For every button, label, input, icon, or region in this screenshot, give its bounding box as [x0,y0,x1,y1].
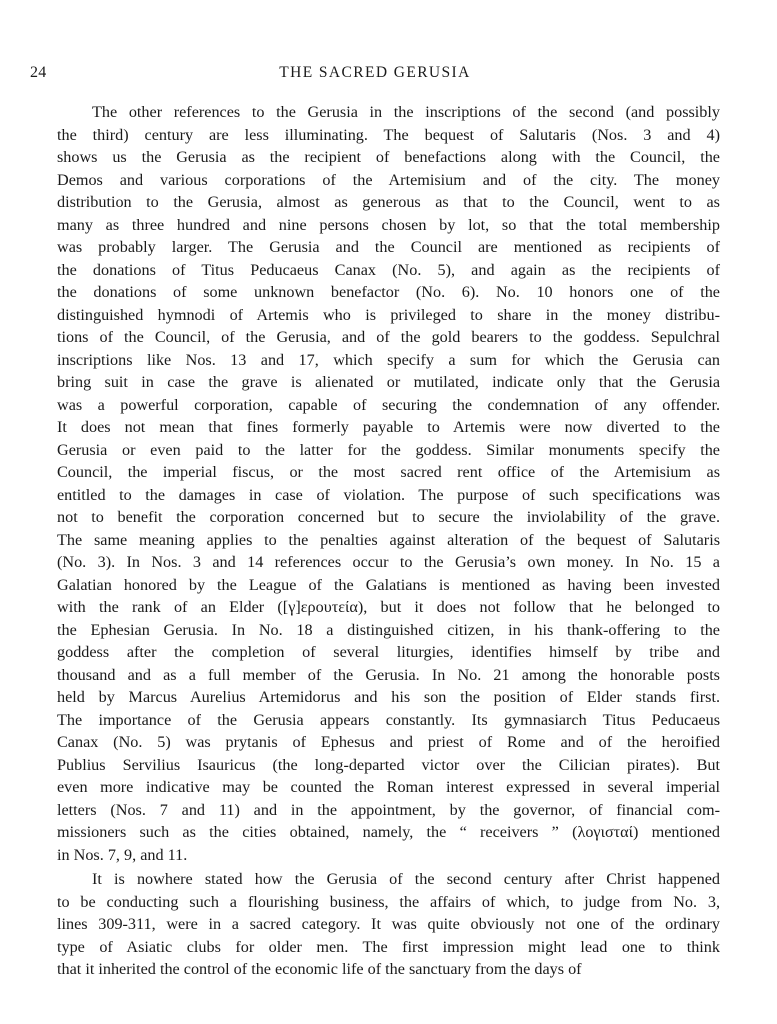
page-number: 24 [30,64,47,81]
text-line: lines 309-311, were in a sacred category. It was quite obviously not one of the ordinary [57,915,720,933]
text-line: distinguished hymnodi of Artemis who is privileged to share in the money distribu- [57,305,720,324]
text-line: the donations of some unknown benefactor (No. 6). No. 10 honors one of the [57,283,720,301]
text-line: Publius Servilius Isauricus (the long-departed victor over the Cilician pirates). But [57,755,720,774]
text-line: not to benefit the corporation concerned but to secure the inviolability of the grave. [57,508,720,526]
text-line: that it inherited the control of the economic life of the sanctuary from the days of [57,960,582,978]
text-line: distribution to the Gerusia, almost as generous as that to the Council, went to as [57,193,720,211]
text-line: to be conducting such a flourishing business, the affairs of which, to judge from No. 3, [57,892,720,911]
text-line: Gerusia or even paid to the latter for the goddess. Similar monuments specify the [57,440,720,459]
text-line: missioners such as the cities obtained, namely, the “ receivers ” (λογισταί) mentioned [57,823,720,841]
text-line: bring suit in case the grave is alienated or mutilated, indicate only that the Gerusia [57,373,720,391]
text-line: tions of the Council, of the Gerusia, and of the gold bearers to the goddess. Sepulchral [57,328,720,346]
page-header [30,64,720,86]
text-line: It is nowhere stated how the Gerusia of the second century after Christ happened [92,870,720,888]
text-line: the Ephesian Gerusia. In No. 18 a distinguished citizen, in his thank-offering to the [57,620,720,639]
text-line: Canax (No. 5) was prytanis of Ephesus and priest of Rome and of the heroified [57,733,720,751]
paragraph [57,101,720,866]
text-line: was a powerful corporation, capable of securing the condemnation of any offender. [57,395,720,414]
text-line: entitled to the damages in case of violation. The purpose of such specifications was [57,485,720,504]
body-text [57,101,720,981]
text-line: Council, the imperial fiscus, or the most sacred rent office of the Artemisium as [57,463,720,481]
text-line: thousand and as a full member of the Gerusia. In No. 21 among the honorable posts [57,665,720,684]
text-line: in Nos. 7, 9, and 11. [57,845,188,864]
text-line: was probably larger. The Gerusia and the Council are mentioned as recipients of [57,238,720,256]
text-line: the donations of Titus Peducaeus Canax (No. 5), and again as the recipients of [57,260,720,279]
text-line: The importance of the Gerusia appears constantly. Its gymnasiarch Titus Peducaeus [57,710,720,729]
text-line: inscriptions like Nos. 13 and 17, which specify a sum for which the Gerusia can [57,350,720,369]
text-line: The same meaning applies to the penalties against alteration of the bequest of Salutaris [57,530,720,549]
text-line: letters (Nos. 7 and 11) and in the appointment, by the governor, of financial com- [57,800,720,819]
text-line: shows us the Gerusia as the recipient of benefactions along with the Council, the [57,148,720,166]
text-line: many as three hundred and nine persons chosen by lot, so that the total membership [57,215,720,234]
text-line: (No. 3). In Nos. 3 and 14 references occur to the Gerusia’s own money. In No. 15 a [57,553,720,571]
text-line: Galatian honored by the League of the Galatians is mentioned as having been invested [57,575,720,594]
text-line: The other references to the Gerusia in the inscriptions of the second (and possibly [92,103,720,121]
text-line: type of Asiatic clubs for older men. The first impression might lead one to think [57,937,720,956]
paragraph [57,868,720,981]
running-title: THE SACRED GERUSIA [279,64,471,81]
text-line: It does not mean that fines formerly payable to Artemis were now diverted to the [57,418,720,436]
text-line: held by Marcus Aurelius Artemidorus and his son the position of Elder stands first. [57,688,720,706]
text-line: goddess after the completion of several liturgies, identifies himself by tribe and [57,643,720,661]
text-line: Demos and various corporations of the Artemisium and of the city. The money [57,170,720,189]
text-line: even more indicative may be counted the Roman interest expressed in several imperial [57,778,720,796]
text-line: with the rank of an Elder ([γ]ερουτεία), but it does not follow that he belonged to [57,598,720,616]
text-line: the third) century are less illuminating. The bequest of Salutaris (Nos. 3 and 4) [57,125,720,144]
